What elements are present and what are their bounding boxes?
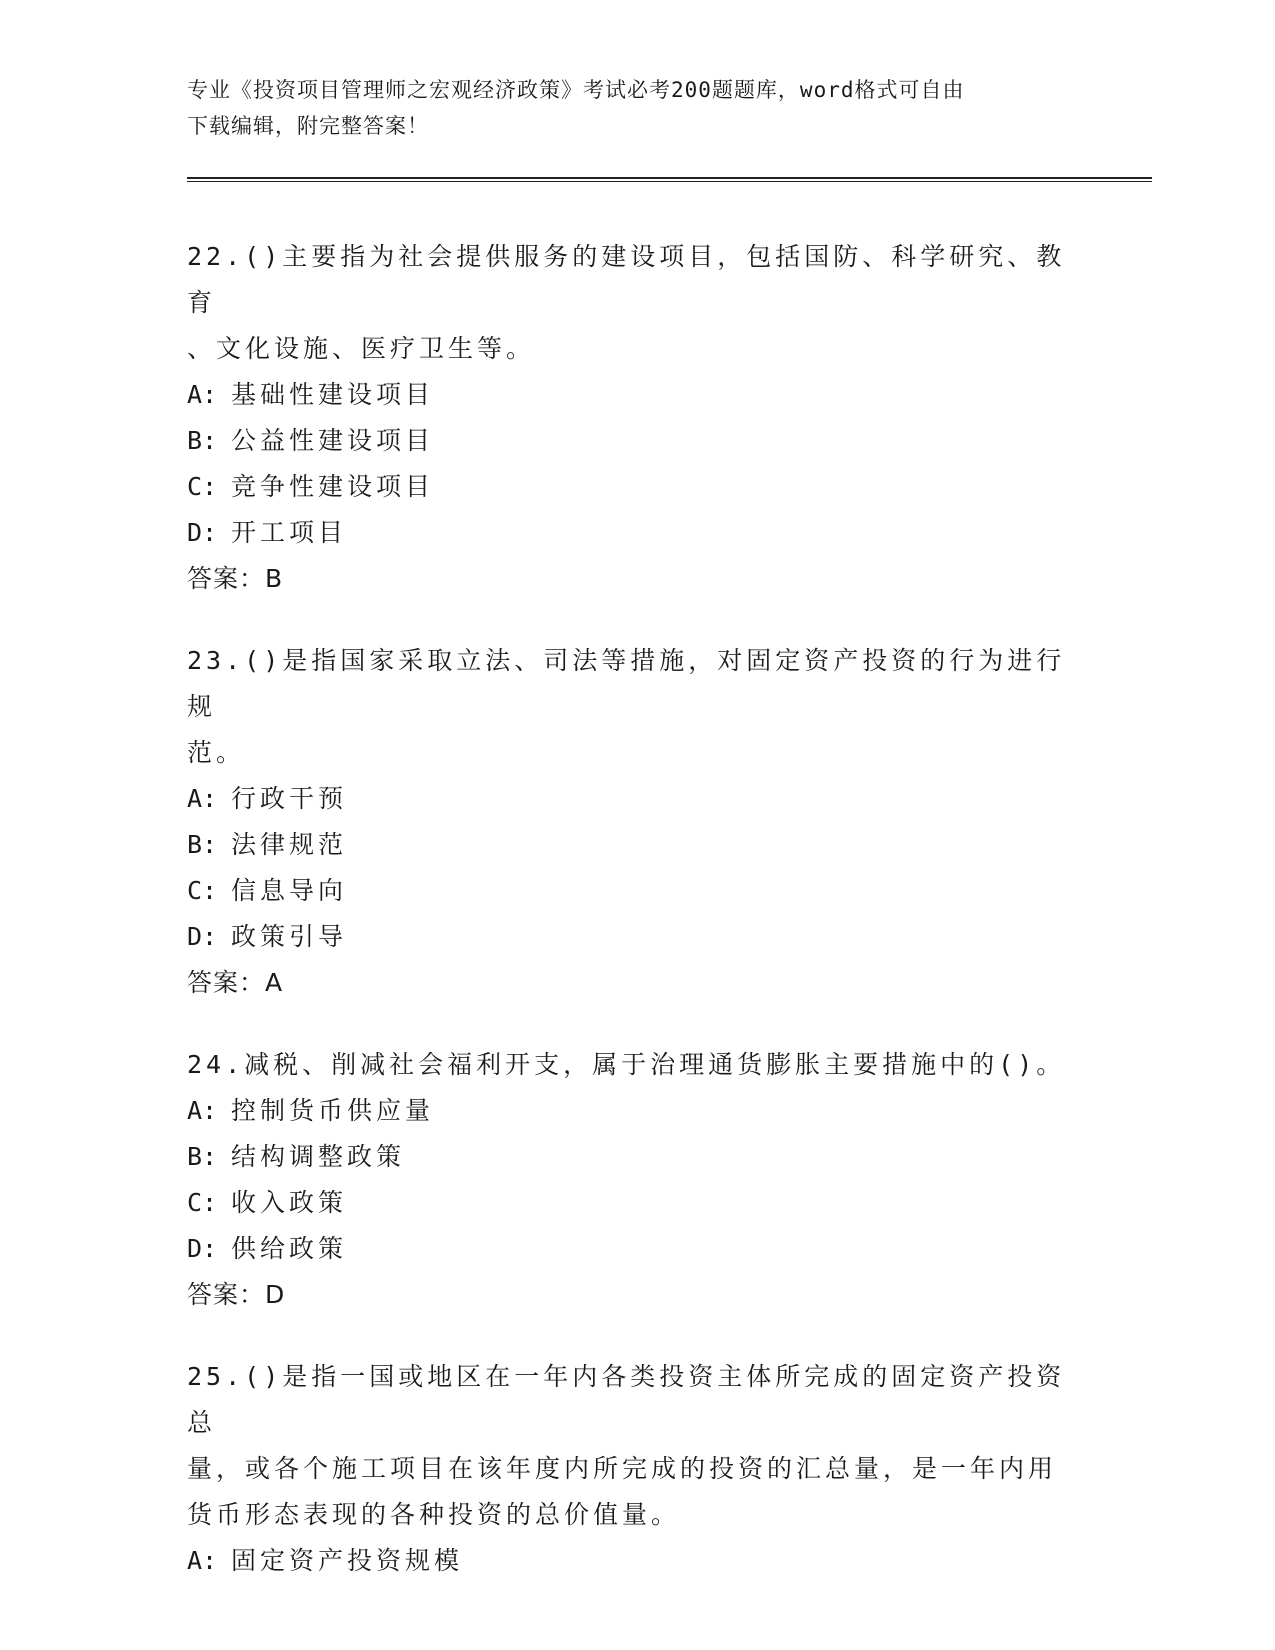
question-24: [187, 1042, 1087, 1318]
option-c: [187, 464, 1087, 510]
question-22: [187, 234, 1087, 602]
option-text: 收入政策: [231, 1188, 348, 1217]
option-a: [187, 1538, 1087, 1584]
header-divider-thick: [187, 177, 1152, 179]
option-b: [187, 1134, 1087, 1180]
option-letter: C:: [187, 876, 218, 905]
option-c: [187, 868, 1087, 914]
option-letter: A:: [187, 1096, 218, 1125]
option-letter: B:: [187, 830, 218, 859]
question-25: [187, 1354, 1087, 1584]
answer-line: 答案：B: [187, 564, 284, 593]
option-letter: D:: [187, 1234, 218, 1263]
option-a: [187, 1088, 1087, 1134]
option-letter: C:: [187, 1188, 218, 1217]
option-d: [187, 1226, 1087, 1272]
option-text: 信息导向: [231, 876, 348, 905]
answer-line: 答案：D: [187, 1280, 286, 1309]
option-text: 控制货币供应量: [231, 1096, 435, 1125]
option-text: 供给政策: [231, 1234, 348, 1263]
header-line-2: 下载编辑，附完整答案！: [187, 114, 429, 138]
question-stem-line: 、文化设施、医疗卫生等。: [187, 334, 536, 363]
option-text: 公益性建设项目: [231, 426, 435, 455]
question-stem-line: 货币形态表现的各种投资的总价值量。: [187, 1500, 681, 1529]
question-list: [187, 234, 1087, 1620]
option-b: [187, 418, 1087, 464]
question-stem-line: 22.()主要指为社会提供服务的建设项目，包括国防、科学研究、教育: [187, 242, 1066, 317]
question-stem-line: 24.减税、削减社会福利开支，属于治理通货膨胀主要措施中的()。: [187, 1050, 1066, 1079]
option-a: [187, 776, 1087, 822]
option-text: 结构调整政策: [231, 1142, 406, 1171]
option-letter: A:: [187, 1546, 218, 1575]
option-letter: C:: [187, 472, 218, 501]
option-letter: B:: [187, 426, 218, 455]
question-stem-line: 23.()是指国家采取立法、司法等措施，对固定资产投资的行为进行规: [187, 646, 1066, 721]
document-header: [187, 72, 1087, 144]
option-letter: D:: [187, 922, 218, 951]
option-b: [187, 822, 1087, 868]
option-text: 固定资产投资规模: [231, 1546, 464, 1575]
answer-line: 答案：A: [187, 968, 284, 997]
question-stem-line: 25.()是指一国或地区在一年内各类投资主体所完成的固定资产投资总: [187, 1362, 1066, 1437]
option-text: 基础性建设项目: [231, 380, 435, 409]
option-text: 行政干预: [231, 784, 348, 813]
option-letter: A:: [187, 784, 218, 813]
question-stem-line: 范。: [187, 738, 246, 767]
header-divider-thin: [187, 181, 1152, 182]
question-23: [187, 638, 1087, 1006]
option-letter: D:: [187, 518, 218, 547]
question-stem-line: 量，或各个施工项目在该年度内所完成的投资的汇总量，是一年内用: [187, 1454, 1058, 1483]
option-letter: B:: [187, 1142, 218, 1171]
option-text: 政策引导: [231, 922, 348, 951]
option-a: [187, 372, 1087, 418]
option-c: [187, 1180, 1087, 1226]
option-d: [187, 510, 1087, 556]
option-text: 法律规范: [231, 830, 348, 859]
option-d: [187, 914, 1087, 960]
option-text: 开工项目: [231, 518, 348, 547]
header-line-1: 专业《投资项目管理师之宏观经济政策》考试必考200题题库，word格式可自由: [187, 78, 965, 102]
option-letter: A:: [187, 380, 218, 409]
option-text: 竞争性建设项目: [231, 472, 435, 501]
